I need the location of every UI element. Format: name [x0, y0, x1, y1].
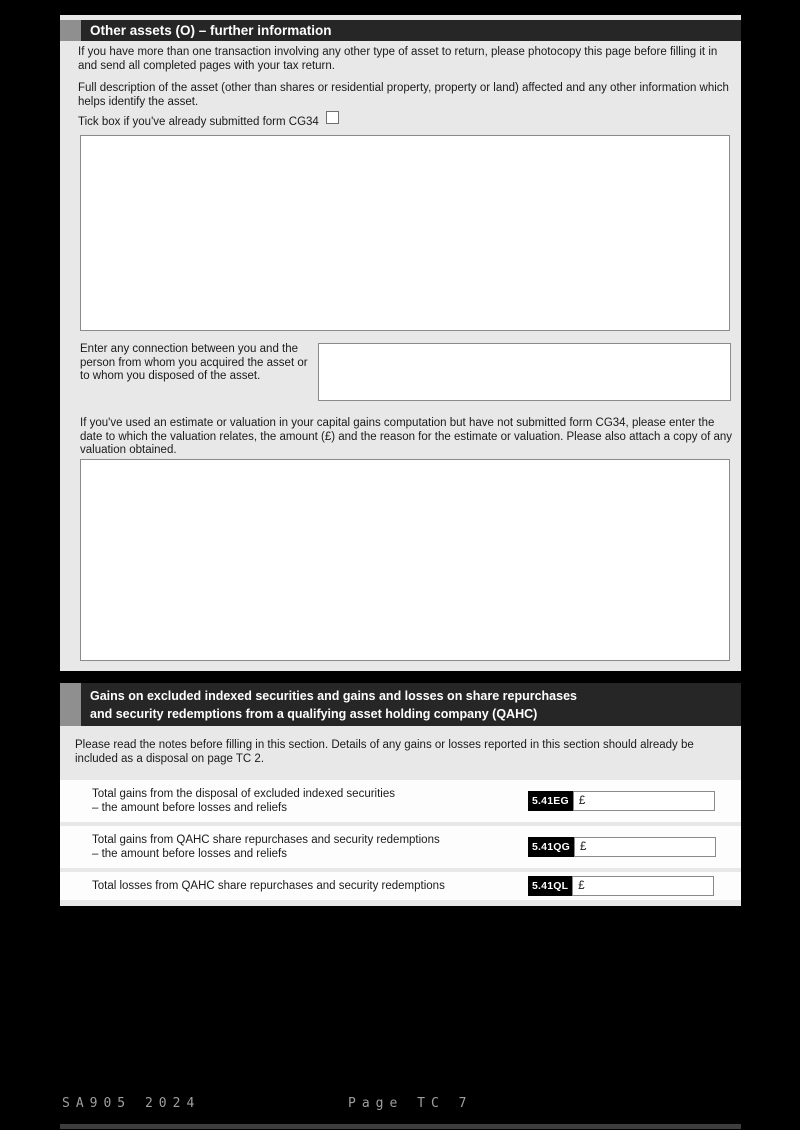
section2-header	[60, 683, 741, 726]
row3-amount-input[interactable]	[572, 876, 714, 896]
section2-title	[81, 683, 741, 726]
asset-description-textarea[interactable]	[80, 135, 730, 331]
row2-label	[92, 833, 512, 861]
row2-label-line2: – the amount before losses and reliefs	[92, 848, 287, 860]
photocopy-instructions: If you have more than one transaction involving any other type of asset to return, please photocopy this page before filling it in and send all completed pages with your tax return.	[78, 46, 718, 72]
page-number: Page TC 7	[348, 1096, 473, 1111]
connection-textarea[interactable]	[318, 343, 731, 401]
row3-pound-sign: £	[578, 880, 585, 892]
section1-title: Other assets (O) – further information	[81, 20, 741, 41]
connection-label: Enter any connection between you and the person from whom you acquired the asset or to whom you disposed of the asset.	[80, 343, 308, 382]
section2-title-line2: and security redemptions from a qualifying asset holding company (QAHC)	[90, 707, 538, 721]
row1-amount-input[interactable]	[573, 791, 715, 811]
section2-marker	[60, 683, 81, 726]
row1-label	[92, 787, 512, 815]
row1-label-line2: – the amount before losses and reliefs	[92, 802, 287, 814]
row3-label-line1: Total losses from QAHC share repurchases and security redemptions	[92, 880, 445, 892]
valuation-textarea[interactable]	[80, 459, 730, 661]
row2-entry	[528, 837, 716, 857]
row1-pound-sign: £	[578, 795, 586, 807]
section1-header	[60, 20, 741, 41]
row-qahc-losses	[60, 872, 741, 900]
valuation-instructions: If you've used an estimate or valuation in your capital gains computation but have not submitted form CG34, please enter the date to which the valuation relates, the amount (£) and the reason for the estimate or valuation. Please also attach a copy of any valuation obtained.	[80, 417, 733, 456]
asset-description-instructions: Full description of the asset (other than shares or residential property, property or land) affected and any other information which helps identify the asset.	[78, 82, 729, 108]
row1-entry	[528, 791, 715, 811]
cg34-checkbox[interactable]	[326, 111, 339, 124]
row2-amount-input[interactable]	[574, 837, 716, 857]
row3-label	[92, 879, 512, 893]
cg34-tick-label: Tick box if you've already submitted form CG34	[78, 116, 319, 128]
row2-label-line1: Total gains from QAHC share repurchases and security redemptions	[92, 834, 440, 846]
section-qahc	[60, 726, 741, 906]
section1-marker	[60, 20, 81, 41]
form-id: SA905 2024	[62, 1096, 201, 1111]
row-excluded-indexed-securities	[60, 780, 741, 822]
row-qahc-gains	[60, 826, 741, 868]
qahc-notes: Please read the notes before filling in this section. Details of any gains or losses reported in this section should already be included as a disposal on page TC 2.	[75, 739, 694, 765]
section-other-assets	[60, 15, 741, 671]
row3-box-code: 5.41QL	[528, 876, 572, 896]
row1-box-code: 5.41EG	[528, 791, 573, 811]
row1-label-line1: Total gains from the disposal of excluded indexed securities	[92, 788, 396, 800]
row3-entry	[528, 876, 714, 896]
section2-title-line1: Gains on excluded indexed securities and gains and losses on share repurchases	[90, 689, 577, 703]
bottom-edge-strip	[60, 1124, 741, 1129]
cg34-tick-row	[78, 116, 339, 130]
row2-box-code: 5.41QG	[528, 837, 574, 857]
row2-pound-sign: £	[579, 841, 587, 853]
